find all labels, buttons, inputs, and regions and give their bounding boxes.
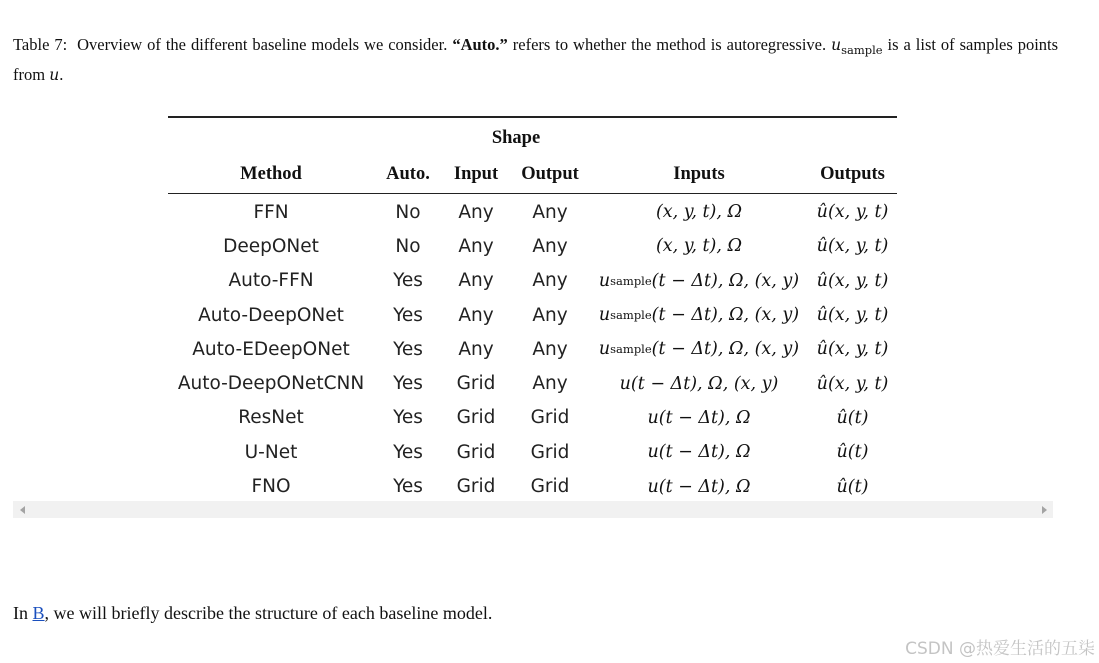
cell-output: Any bbox=[532, 270, 568, 292]
inputs-expr: (t − Δt), Ω, (x, y) bbox=[651, 305, 800, 326]
inputs-expr: u(t − Δt), Ω, (x, y) bbox=[619, 373, 779, 394]
header-output: Output bbox=[521, 164, 579, 184]
cell-method: FNO bbox=[251, 476, 291, 498]
cell-auto: No bbox=[395, 201, 421, 223]
cell-inputs: u sample (t − Δt), Ω, (x, y) bbox=[598, 270, 800, 291]
para-text-before: In bbox=[13, 603, 28, 623]
cell-output: Any bbox=[532, 201, 568, 223]
caption-bold-term: “Auto.” bbox=[452, 35, 508, 54]
table-caption bbox=[13, 30, 1058, 90]
cell-method: Auto-FFN bbox=[228, 270, 314, 292]
cell-inputs bbox=[590, 401, 808, 435]
table-header-group-row bbox=[168, 120, 897, 156]
inputs-expr: u(t − Δt), Ω bbox=[647, 407, 751, 428]
cell-outputs: û(x, y, t) bbox=[816, 202, 889, 223]
header-outputs: Outputs bbox=[820, 164, 885, 184]
table-top-rule bbox=[168, 116, 897, 118]
cell-auto: Yes bbox=[393, 304, 423, 326]
cell-outputs: û(t) bbox=[836, 407, 869, 428]
inputs-expr: u(t − Δt), Ω bbox=[647, 442, 751, 463]
inputs-expr: (t − Δt), Ω, (x, y) bbox=[651, 270, 800, 291]
horizontal-scrollbar[interactable] bbox=[13, 501, 1053, 518]
cell-method: Auto-DeepONetCNN bbox=[177, 373, 365, 395]
cell-input: Grid bbox=[456, 441, 496, 463]
cell-inputs bbox=[590, 469, 808, 503]
appendix-link[interactable]: B bbox=[32, 603, 45, 623]
cell-input: Grid bbox=[456, 476, 496, 498]
caption-period: . bbox=[59, 65, 64, 84]
watermark: CSDN @热爱生活的五柒 bbox=[905, 639, 1095, 659]
table-row bbox=[168, 298, 897, 332]
inputs-var-u: u bbox=[598, 305, 611, 326]
caption-var-u-sample: $u_{sample}$ bbox=[831, 36, 883, 57]
inputs-expr: u(t − Δt), Ω bbox=[647, 476, 751, 497]
cell-output: Grid bbox=[530, 476, 570, 498]
header-method: Method bbox=[240, 164, 302, 184]
table-header-row bbox=[168, 156, 897, 193]
cell-input: Any bbox=[458, 338, 494, 360]
cell-output: Any bbox=[532, 373, 568, 395]
para-text-after: , we will briefly describe the structure of each baseline model. bbox=[44, 603, 493, 623]
cell-inputs bbox=[590, 435, 808, 469]
inputs-expr: (x, y, t), Ω bbox=[655, 236, 742, 257]
cell-auto: Yes bbox=[393, 270, 423, 292]
header-shape: Shape bbox=[491, 127, 541, 148]
cell-output: Any bbox=[532, 235, 568, 257]
cell-output: Grid bbox=[530, 441, 570, 463]
cell-method: FFN bbox=[253, 201, 289, 223]
cell-outputs: û(t) bbox=[836, 442, 869, 463]
cell-auto: Yes bbox=[393, 441, 423, 463]
table-row bbox=[168, 195, 897, 229]
cell-outputs: û(t) bbox=[836, 476, 869, 497]
caption-text-3: is a list of samples points from bbox=[13, 35, 1059, 84]
cell-method: DeepONet bbox=[223, 235, 319, 257]
table-row bbox=[168, 366, 897, 400]
cell-method: ResNet bbox=[238, 407, 304, 429]
baselines-table bbox=[168, 116, 897, 510]
cell-input: Grid bbox=[456, 373, 496, 395]
cell-outputs: û(x, y, t) bbox=[816, 339, 889, 360]
table-row bbox=[168, 469, 897, 503]
cell-outputs: û(x, y, t) bbox=[816, 236, 889, 257]
cell-input: Grid bbox=[456, 407, 496, 429]
inputs-var-u: u bbox=[598, 339, 611, 360]
caption-text-2: refers to whether the method is autoregressive. bbox=[512, 35, 827, 54]
caption-label: Table 7: bbox=[13, 35, 68, 54]
cell-auto: Yes bbox=[393, 338, 423, 360]
cell-auto: Yes bbox=[393, 407, 423, 429]
header-auto: Auto. bbox=[386, 164, 430, 184]
inputs-var-u: u bbox=[598, 270, 611, 291]
header-input: Input bbox=[453, 164, 499, 184]
cell-input: Any bbox=[458, 235, 494, 257]
cell-output: Any bbox=[532, 338, 568, 360]
body-paragraph bbox=[13, 600, 492, 626]
caption-text-1: Overview of the different baseline models we consider. bbox=[77, 35, 448, 54]
scroll-right-arrow-icon[interactable] bbox=[1037, 501, 1051, 518]
cell-input: Any bbox=[458, 304, 494, 326]
cell-inputs bbox=[590, 229, 808, 263]
table-row bbox=[168, 435, 897, 469]
cell-auto: Yes bbox=[393, 476, 423, 498]
cell-inputs: u sample (t − Δt), Ω, (x, y) bbox=[598, 305, 800, 326]
cell-input: Any bbox=[458, 270, 494, 292]
scroll-left-arrow-icon[interactable] bbox=[15, 501, 29, 518]
cell-method: Auto-DeepONet bbox=[198, 304, 344, 326]
inputs-expr: (x, y, t), Ω bbox=[655, 202, 742, 223]
cell-auto: Yes bbox=[393, 373, 423, 395]
table-row bbox=[168, 401, 897, 435]
inputs-expr: (t − Δt), Ω, (x, y) bbox=[651, 339, 800, 360]
cell-outputs: û(x, y, t) bbox=[816, 270, 889, 291]
cell-output: Any bbox=[532, 304, 568, 326]
cell-auto: No bbox=[395, 235, 421, 257]
table-row bbox=[168, 264, 897, 298]
cell-outputs: û(x, y, t) bbox=[816, 373, 889, 394]
cell-method: U-Net bbox=[244, 441, 298, 463]
cell-outputs: û(x, y, t) bbox=[816, 305, 889, 326]
cell-inputs bbox=[590, 366, 808, 400]
cell-inputs: u sample (t − Δt), Ω, (x, y) bbox=[598, 339, 800, 360]
header-inputs: Inputs bbox=[673, 164, 725, 184]
table-body bbox=[168, 194, 897, 504]
table-row bbox=[168, 229, 897, 263]
caption-var-u: u bbox=[49, 66, 60, 84]
cell-inputs bbox=[590, 195, 808, 229]
cell-input: Any bbox=[458, 201, 494, 223]
cell-method: Auto-EDeepONet bbox=[192, 338, 350, 360]
cell-output: Grid bbox=[530, 407, 570, 429]
table-row bbox=[168, 332, 897, 366]
